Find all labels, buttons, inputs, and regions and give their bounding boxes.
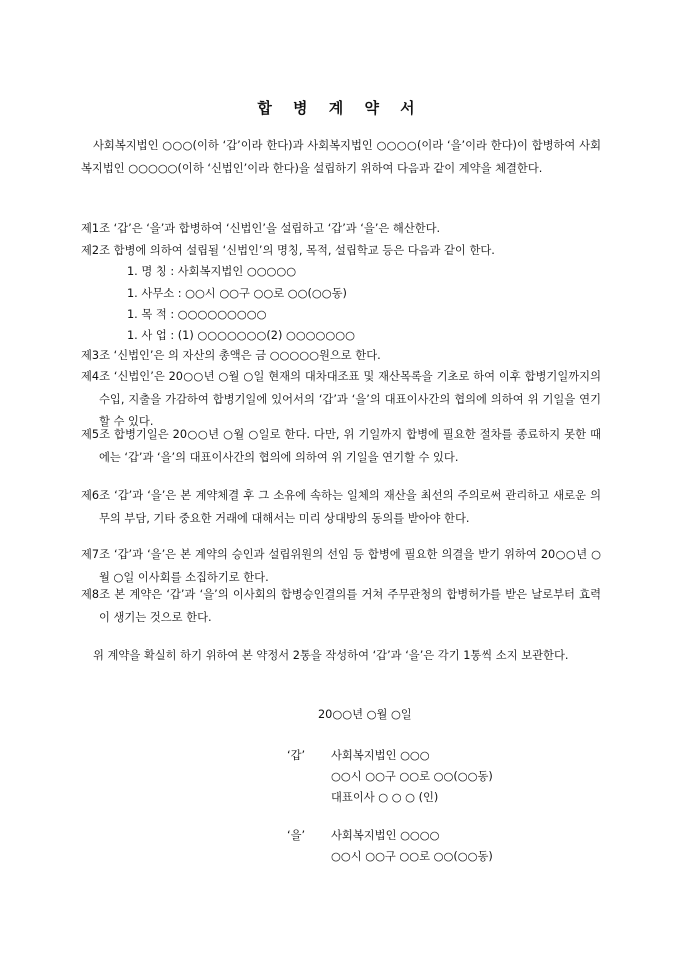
document-title: 합 병 계 약 서: [257, 99, 423, 117]
party-a-representative: 대표이사 ○ ○ ○ (인): [331, 791, 439, 804]
party-a-label: ‘갑’: [287, 749, 306, 762]
party-b-label: ‘을’: [287, 829, 306, 842]
article-6: 제6조 ‘갑’과 ‘을’은 본 계약체결 후 그 소유에 속하는 일체의 재산을 최선의 주의로써 관리하고 새로운 의무의 부담, 기타 중요한 거래에 대해서는 미리 상대방의 동의를 받아야 한다.: [81, 489, 601, 525]
party-a-address: ○○시 ○○구 ○○로 ○○(○○동): [331, 770, 493, 783]
article-2: 제2조 합병에 의하여 설립될 ‘신법인’의 명칭, 목적, 설립학교 등은 다음과 같이 한다.: [81, 244, 495, 257]
article-8: 제8조 본 계약은 ‘갑’과 ‘을’의 이사회의 합병승인결의를 거쳐 주무관청의 합병허가를 받은 날로부터 효력이 생기는 것으로 한다.: [81, 588, 601, 624]
article-2-item-purpose: 1. 목 적 : ○○○○○○○○○: [127, 308, 267, 321]
article-4: 제4조 ‘신법인’은 20○○년 ○월 ○일 현재의 대차대조표 및 재산목록을 기초로 하여 이후 합병기일까지의 수입, 지출을 가감하여 합병기일에 있어서의 ‘갑’과 ‘을’의 대표이사간의 협의에 의하여 위 기일을 연기할 수 있다.: [81, 370, 601, 428]
article-2-item-business: 1. 사 업 : (1) ○○○○○○○(2) ○○○○○○○: [127, 329, 355, 342]
party-b-name: 사회복지법인 ○○○○: [331, 829, 440, 842]
article-5: 제5조 합병기일은 20○○년 ○월 ○일로 한다. 다만, 위 기일까지 합병에 필요한 절차를 종료하지 못한 때에는 ‘갑’과 ‘을’의 대표이사간의 협의에 의하여 위 기일을 연기할 수 있다.: [81, 428, 601, 464]
article-2-item-office: 1. 사무소 : ○○시 ○○구 ○○로 ○○(○○동): [127, 287, 347, 300]
preamble: 사회복지법인 ○○○(이하 ‘갑’이라 한다)과 사회복지법인 ○○○○(이라 ‘을’이라 한다)이 합병하여 사회복지법인 ○○○○○(이하 ‘신법인’이라 한다)을 설립하기 위하여 다음과 같이 계약을 체결한다.: [81, 139, 601, 175]
article-2-item-name: 1. 명 칭 : 사회복지법인 ○○○○○: [127, 265, 297, 278]
party-b-address: ○○시 ○○구 ○○로 ○○(○○동): [331, 850, 493, 863]
article-1: 제1조 ‘갑’은 ‘을’과 합병하여 ‘신법인’을 설립하고 ‘갑’과 ‘을’은 해산한다.: [81, 222, 441, 235]
closing-statement: 위 계약을 확실히 하기 위하여 본 약정서 2통을 작성하여 ‘갑’과 ‘을’은 각기 1통씩 소지 보관한다.: [93, 649, 569, 662]
article-3: 제3조 ‘신법인’은 의 자산의 총액은 금 ○○○○○원으로 한다.: [81, 349, 381, 362]
party-a-name: 사회복지법인 ○○○: [331, 749, 430, 762]
contract-date: 20○○년 ○월 ○일: [318, 708, 412, 721]
article-7: 제7조 ‘갑’과 ‘을’은 본 계약의 승인과 설립위원의 선임 등 합병에 필요한 의결을 받기 위하여 20○○년 ○월 ○일 이사회를 소집하기로 한다.: [81, 548, 601, 584]
